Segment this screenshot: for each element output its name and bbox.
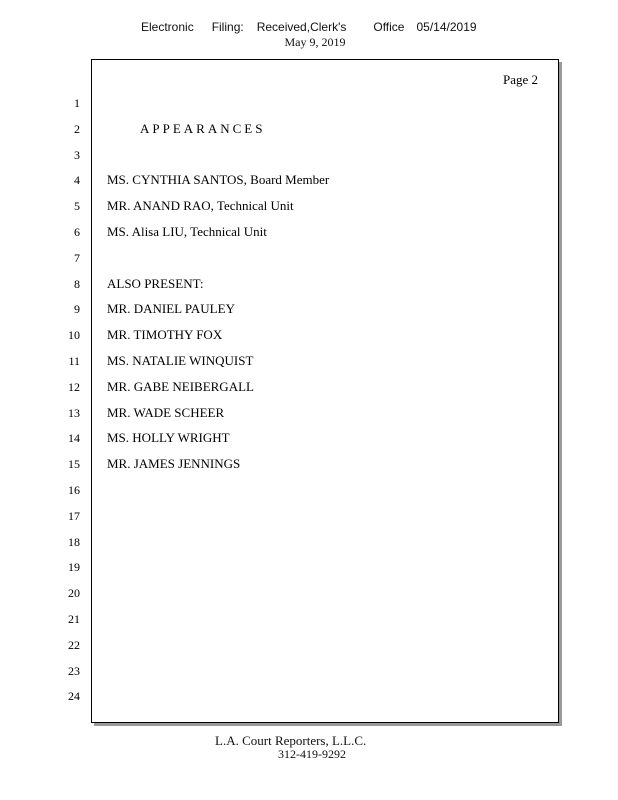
line-text: MR. JAMES JENNINGS xyxy=(107,456,241,471)
line-text: MS. CYNTHIA SANTOS, Board Member xyxy=(107,172,330,187)
line-number: 9 xyxy=(74,302,80,316)
line-number: 14 xyxy=(68,431,80,445)
line-text: MS. NATALIE WINQUIST xyxy=(107,353,254,368)
transcript-date: May 9, 2019 xyxy=(284,35,346,49)
appearances-heading: APPEARANCES xyxy=(140,121,266,136)
line-number: 3 xyxy=(74,148,80,162)
line-number: 16 xyxy=(68,483,80,497)
line-number: 23 xyxy=(68,664,80,678)
line-number: 12 xyxy=(68,380,80,394)
line-text: ALSO PRESENT: xyxy=(107,276,204,291)
line-number: 5 xyxy=(74,199,80,213)
line-number: 21 xyxy=(68,612,80,626)
line-number: 13 xyxy=(68,406,80,420)
filing-date: 05/14/2019 xyxy=(416,20,477,34)
filing-word-office: Office xyxy=(373,20,405,34)
line-number: 6 xyxy=(74,225,80,239)
electronic-filing-stamp xyxy=(141,20,477,34)
filing-word-received: Received,Clerk's xyxy=(256,20,347,34)
line-text: MR. TIMOTHY FOX xyxy=(107,327,223,342)
filing-word-filing: Filing: xyxy=(211,20,244,34)
page-number-label: Page 2 xyxy=(503,72,539,87)
line-number: 19 xyxy=(68,560,80,574)
line-number: 1 xyxy=(74,96,80,110)
line-number: 22 xyxy=(68,638,80,652)
line-text: MR. DANIEL PAULEY xyxy=(107,301,235,316)
line-number: 24 xyxy=(68,689,80,703)
line-number: 18 xyxy=(68,535,80,549)
line-number: 10 xyxy=(68,328,80,342)
line-text: MR. WADE SCHEER xyxy=(107,405,225,420)
line-number: 17 xyxy=(68,509,80,523)
reporter-company: L.A. Court Reporters, L.L.C. xyxy=(215,733,367,748)
line-text: MR. ANAND RAO, Technical Unit xyxy=(107,198,294,213)
line-text: MR. GABE NEIBERGALL xyxy=(107,379,254,394)
line-text: MS. Alisa LIU, Technical Unit xyxy=(107,224,267,239)
line-number: 4 xyxy=(74,173,80,187)
reporter-phone: 312-419-9292 xyxy=(278,747,346,761)
line-number: 7 xyxy=(74,251,80,265)
line-text: MS. HOLLY WRIGHT xyxy=(107,430,230,445)
line-number: 11 xyxy=(68,354,80,368)
line-number: 15 xyxy=(68,457,80,471)
line-number: 2 xyxy=(74,122,80,136)
filing-word-electronic: Electronic xyxy=(141,20,194,34)
line-number: 8 xyxy=(74,277,80,291)
line-number: 20 xyxy=(68,586,80,600)
